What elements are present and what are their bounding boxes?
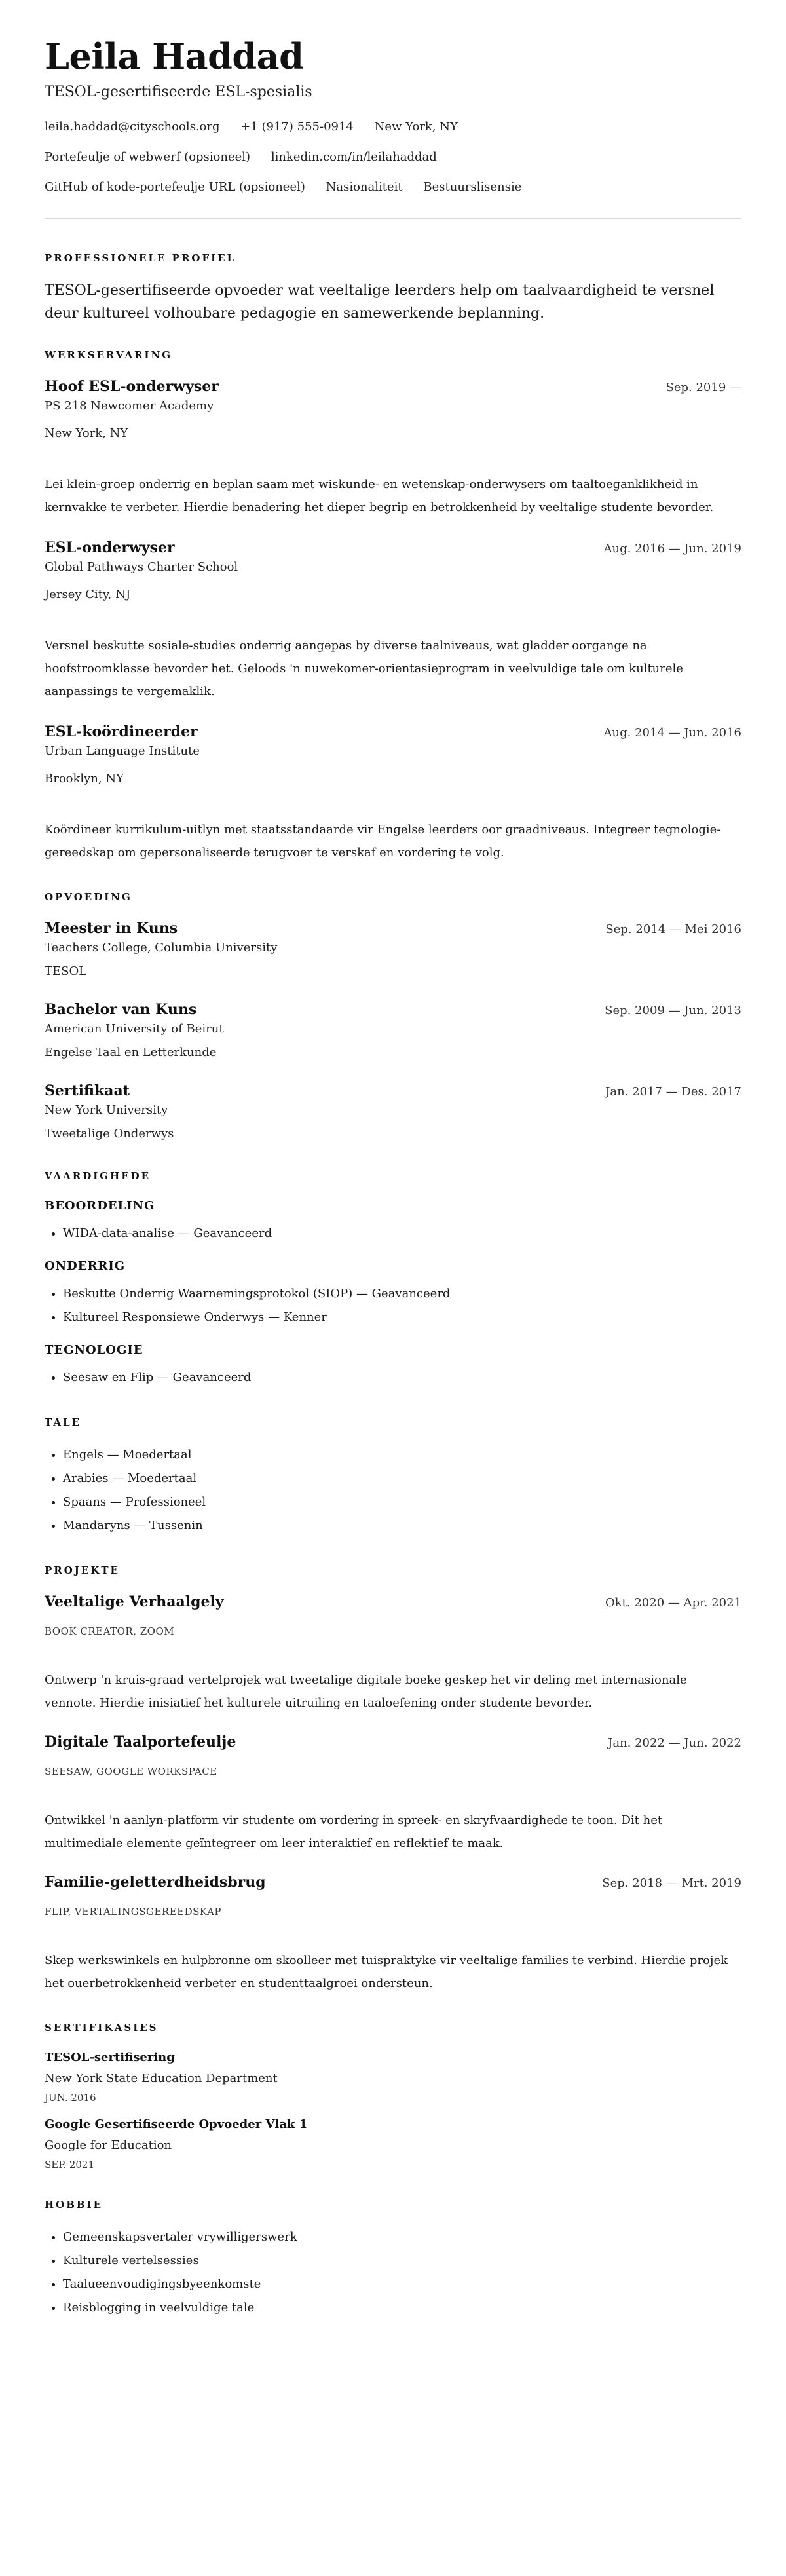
skill-group-title: BEOORDELING	[45, 1199, 155, 1213]
education-section	[45, 890, 741, 1143]
profile-summary: TESOL-gesertifiseerde opvoeder wat veeltalige leerders help om taalvaardigheid te versnel deur kultureel volhoubare pedagogie en samewerkende beplanning.	[45, 282, 715, 322]
skill-group-title: ONDERRIG	[45, 1259, 126, 1273]
school-name: New York University	[45, 1103, 168, 1117]
contact-phone[interactable]: +1 (917) 555-0914	[240, 120, 354, 134]
job-description: Koördineer kurrikulum-uitlyn met staatsstandaarde vir Engelse leerders oor graadniveaus. Integreer tegnologie-gereedskap om gepersonaliseerde terugvoer te verskaf en vordering te volg.	[45, 823, 721, 860]
projects-section	[45, 1564, 741, 1995]
skills-section	[45, 1169, 741, 1390]
job-company: PS 218 Newcomer Academy	[45, 399, 214, 413]
certification-date: JUN. 2016	[45, 2092, 96, 2104]
skill-item: • Beskutte Onderrig Waarnemingsprotokol (SIOP) — Geavanceerd	[63, 1282, 741, 1306]
project-entry	[45, 1732, 741, 1855]
contact-row-2	[45, 149, 741, 165]
job-dates: Sep. 2019 —	[665, 381, 741, 394]
degree-title: Meester in Kuns	[45, 920, 178, 937]
project-dates: Jan. 2022 — Jun. 2022	[608, 1736, 741, 1750]
certification-name: TESOL-sertifisering	[45, 2051, 175, 2064]
project-tech: FLIP, VERTALINGSGEREEDSKAP	[45, 1906, 221, 1918]
contact-github[interactable]: GitHub of kode-portefeulje URL (opsioneel)	[45, 180, 305, 194]
degree-title: Sertifikaat	[45, 1082, 130, 1099]
section-title-projects: PROJEKTE	[45, 1564, 120, 1576]
skill-group	[45, 1341, 741, 1390]
project-description: Ontwikkel 'n aanlyn-platform vir studente om vordering in spreek- en skryfvaardighede te toon. Dit het multimediale elemente geïntegreer om leer interaktief en reflektief te maak.	[45, 1813, 663, 1850]
education-entry	[45, 918, 741, 981]
project-entry	[45, 1591, 741, 1714]
certification-date: SEP. 2021	[45, 2159, 94, 2170]
language-item: • Mandaryns — Tussenin	[63, 1514, 741, 1538]
skill-list	[45, 1222, 741, 1245]
resume-header	[45, 33, 741, 195]
contact-portfolio[interactable]: Portefeulje of webwerf (opsioneel)	[45, 150, 251, 164]
certification-name: Google Gesertifiseerde Opvoeder Vlak 1	[45, 2117, 308, 2131]
section-title-languages: TALE	[45, 1416, 81, 1428]
school-name: American University of Beirut	[45, 1022, 224, 1036]
experience-section	[45, 349, 741, 864]
section-title-hobbies: HOBBIE	[45, 2199, 103, 2210]
project-dates: Sep. 2018 — Mrt. 2019	[602, 1876, 741, 1890]
certification-issuer: Google for Education	[45, 2138, 172, 2152]
header-divider	[45, 218, 741, 219]
skill-item: • Kultureel Responsiewe Onderwys — Kenner	[63, 1306, 741, 1329]
experience-entry	[45, 376, 741, 519]
school-name: Teachers College, Columbia University	[45, 941, 278, 955]
section-title-profile: PROFESSIONELE PROFIEL	[45, 252, 236, 264]
education-entry	[45, 999, 741, 1062]
contact-email[interactable]: leila.haddad@cityschools.org	[45, 120, 220, 134]
job-title: ESL-koördineerder	[45, 723, 198, 740]
section-title-certifications: SERTIFIKASIES	[45, 2022, 159, 2034]
experience-entry	[45, 721, 741, 864]
section-title-skills: VAARDIGHEDE	[45, 1170, 151, 1182]
field-of-study: Tweetalige Onderwys	[45, 1127, 174, 1141]
field-of-study: TESOL	[45, 964, 87, 978]
project-tech: SEESAW, GOOGLE WORKSPACE	[45, 1766, 217, 1777]
profile-section	[45, 252, 741, 325]
experience-entry	[45, 537, 741, 703]
language-item: • Engels — Moedertaal	[63, 1443, 741, 1467]
section-title-education: OPVOEDING	[45, 891, 132, 903]
project-name: Familie-geletterdheidsbrug	[45, 1874, 266, 1891]
contact-row-1	[45, 119, 741, 135]
degree-dates: Sep. 2014 — Mei 2016	[605, 922, 741, 936]
project-entry	[45, 1872, 741, 1995]
skill-list	[45, 1366, 741, 1390]
hobby-item: • Taalueenvoudigingsbyeenkomste	[63, 2273, 741, 2296]
language-list	[45, 1443, 741, 1538]
project-name: Veeltalige Verhaalgely	[45, 1593, 224, 1610]
job-company: Global Pathways Charter School	[45, 560, 238, 574]
project-description: Ontwerp 'n kruis-graad vertelprojek wat tweetalige digitale boeke geskep het vir deling met internasionale vennote. Hierdie inisiatief het kulturele uitruiling en taaloefening onder studente bevorder.	[45, 1673, 687, 1710]
degree-dates: Jan. 2017 — Des. 2017	[605, 1085, 741, 1099]
job-description: Lei klein-groep onderrig en beplan saam met wiskunde- en wetenskap-onderwysers om taaltoeganklikheid in kernvakke te verbeter. Hierdie benadering het dieper begrip en betrokkenheid by veeltalige studente bevorder.	[45, 478, 714, 514]
job-description: Versnel beskutte sosiale-studies onderrig aangepas by diverse taalniveaus, wat gladder oorgange na hoofstroomklasse bevorder het. Geloods 'n nuwekomer-orientasieprogram in veelvuldige tale om kulturele aanpassings te vergemaklik.	[45, 639, 683, 698]
contact-nationality: Nasionaliteit	[326, 180, 403, 194]
job-dates: Aug. 2016 — Jun. 2019	[603, 542, 741, 556]
candidate-name: Leila Haddad	[45, 35, 304, 77]
skill-group	[45, 1197, 741, 1245]
education-entry	[45, 1080, 741, 1143]
skill-item: • WIDA-data-analise — Geavanceerd	[63, 1222, 741, 1245]
section-title-experience: WERKSERVARING	[45, 349, 173, 361]
project-dates: Okt. 2020 — Apr. 2021	[605, 1596, 741, 1610]
candidate-headline: TESOL-gesertifiseerde ESL-spesialis	[45, 84, 312, 100]
job-title: Hoof ESL-onderwyser	[45, 378, 219, 395]
degree-dates: Sep. 2009 — Jun. 2013	[605, 1004, 741, 1017]
hobby-item: • Reisblogging in veelvuldige tale	[63, 2296, 741, 2320]
certification-entry	[45, 2049, 741, 2105]
skill-group	[45, 1257, 741, 1329]
contact-linkedin[interactable]: linkedin.com/in/leilahaddad	[271, 150, 437, 164]
job-location: Jersey City, NJ	[45, 588, 131, 601]
skill-item: • Seesaw en Flip — Geavanceerd	[63, 1366, 741, 1390]
field-of-study: Engelse Taal en Letterkunde	[45, 1046, 217, 1059]
job-dates: Aug. 2014 — Jun. 2016	[603, 726, 741, 740]
hobby-list	[45, 2226, 741, 2320]
contact-row-3	[45, 180, 741, 195]
skill-list	[45, 1282, 741, 1329]
contact-drivers-license: Bestuurslisensie	[423, 180, 522, 194]
certification-entry	[45, 2115, 741, 2172]
hobbies-section	[45, 2198, 741, 2320]
language-item: • Spaans — Professioneel	[63, 1490, 741, 1514]
hobby-item: • Gemeenskapsvertaler vrywilligerswerk	[63, 2226, 741, 2249]
degree-title: Bachelor van Kuns	[45, 1001, 197, 1018]
job-location: Brooklyn, NY	[45, 772, 124, 786]
job-title: ESL-onderwyser	[45, 539, 175, 556]
project-tech: BOOK CREATOR, ZOOM	[45, 1625, 175, 1637]
certification-issuer: New York State Education Department	[45, 2072, 278, 2085]
hobby-item: • Kulturele vertelsessies	[63, 2249, 741, 2273]
skill-group-title: TEGNOLOGIE	[45, 1343, 143, 1357]
certifications-section	[45, 2021, 741, 2172]
language-item: • Arabies — Moedertaal	[63, 1467, 741, 1490]
job-location: New York, NY	[45, 426, 128, 440]
contact-location: New York, NY	[374, 120, 458, 134]
project-description: Skep werkswinkels en hulpbronne om skoolleer met tuispraktyke vir veeltalige families te verbind. Hierdie projek het ouerbetrokkenheid verbeter en studenttaalgroei ondersteun.	[45, 1954, 728, 1990]
project-name: Digitale Taalportefeulje	[45, 1733, 236, 1751]
job-company: Urban Language Institute	[45, 744, 200, 758]
languages-section	[45, 1416, 741, 1538]
